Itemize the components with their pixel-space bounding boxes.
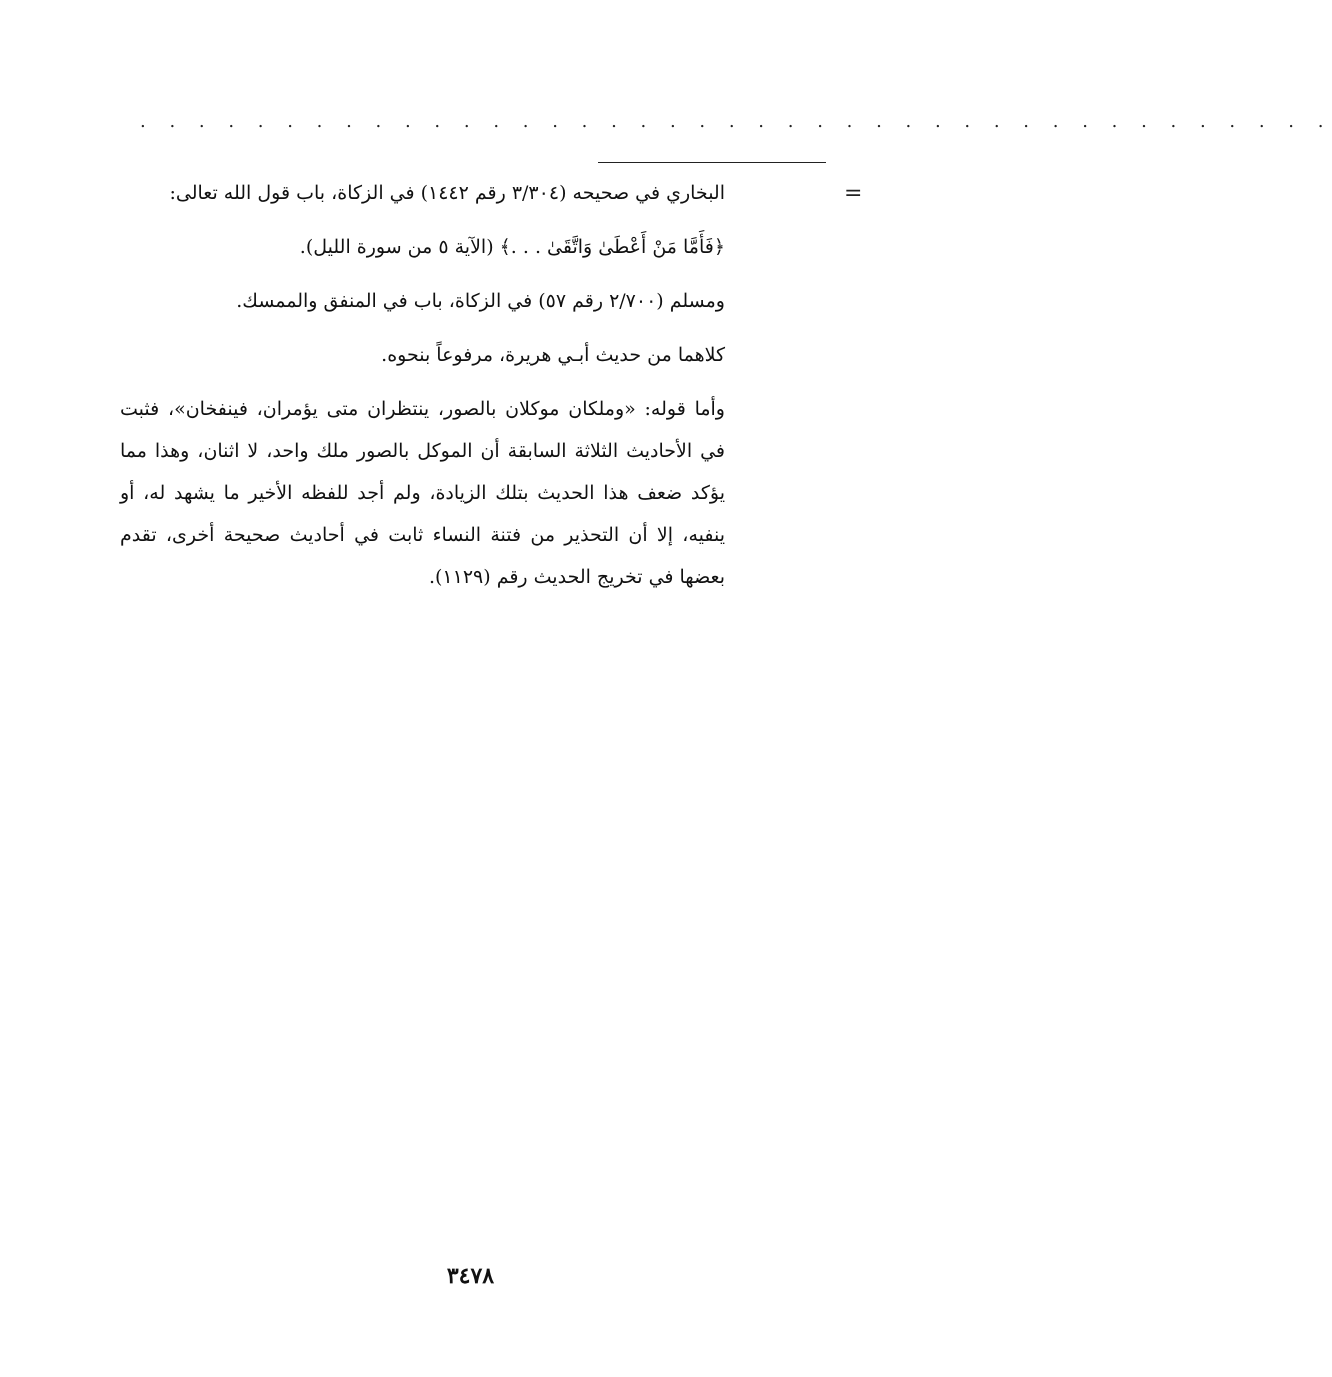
page-number: ٣٤٧٨ xyxy=(446,1263,495,1289)
continuation-mark: = xyxy=(844,181,863,206)
footnote-paragraph-commentary: وأما قوله: «وملكان موكلان بالصور، ينتظران متى يؤمران، فينفخان»، فثبت في الأحاديث الثلاثة السابقة أن الموكل بالصور ملك واحد، لا اثنان، وهذا مما يؤكد ضعف هذا الحديث بتلك الزيادة، ولم أجد للفظه الأخير ما يشهد له، أو ينفيه، إلا أن التحذير من فتنة النساء ثابت في أحاديث صحيحة أخرى، تقدم بعضها في تخريج الحديث رقم (١١٢٩). xyxy=(120,398,725,588)
footnote-paragraph-bukhari: البخاري في صحيحه (٣/٣٠٤ رقم ١٤٤٢) في الزكاة، باب قول الله تعالى: xyxy=(169,182,725,204)
footnote-paragraph-muslim: ومسلم (٢/٧٠٠ رقم ٥٧) في الزكاة، باب في المنفق والممسك. xyxy=(236,290,725,312)
separator-dots: . . . . . . . . . . . . . . . . . . . . . . . . . . . . . . . . . . . . . . . . . xyxy=(140,111,1332,132)
footnote-rule xyxy=(598,162,826,163)
footnote-paragraph-quran-verse: ﴿فَأَمَّا مَنْ أَعْطَىٰ وَاتَّقَىٰ . . .﴾ (الآية ٥ من سورة الليل). xyxy=(299,236,725,258)
footnote-paragraph-both: كلاهما من حديث أبـي هريرة، مرفوعاً بنحوه. xyxy=(381,344,725,366)
footnote-text xyxy=(120,172,725,610)
